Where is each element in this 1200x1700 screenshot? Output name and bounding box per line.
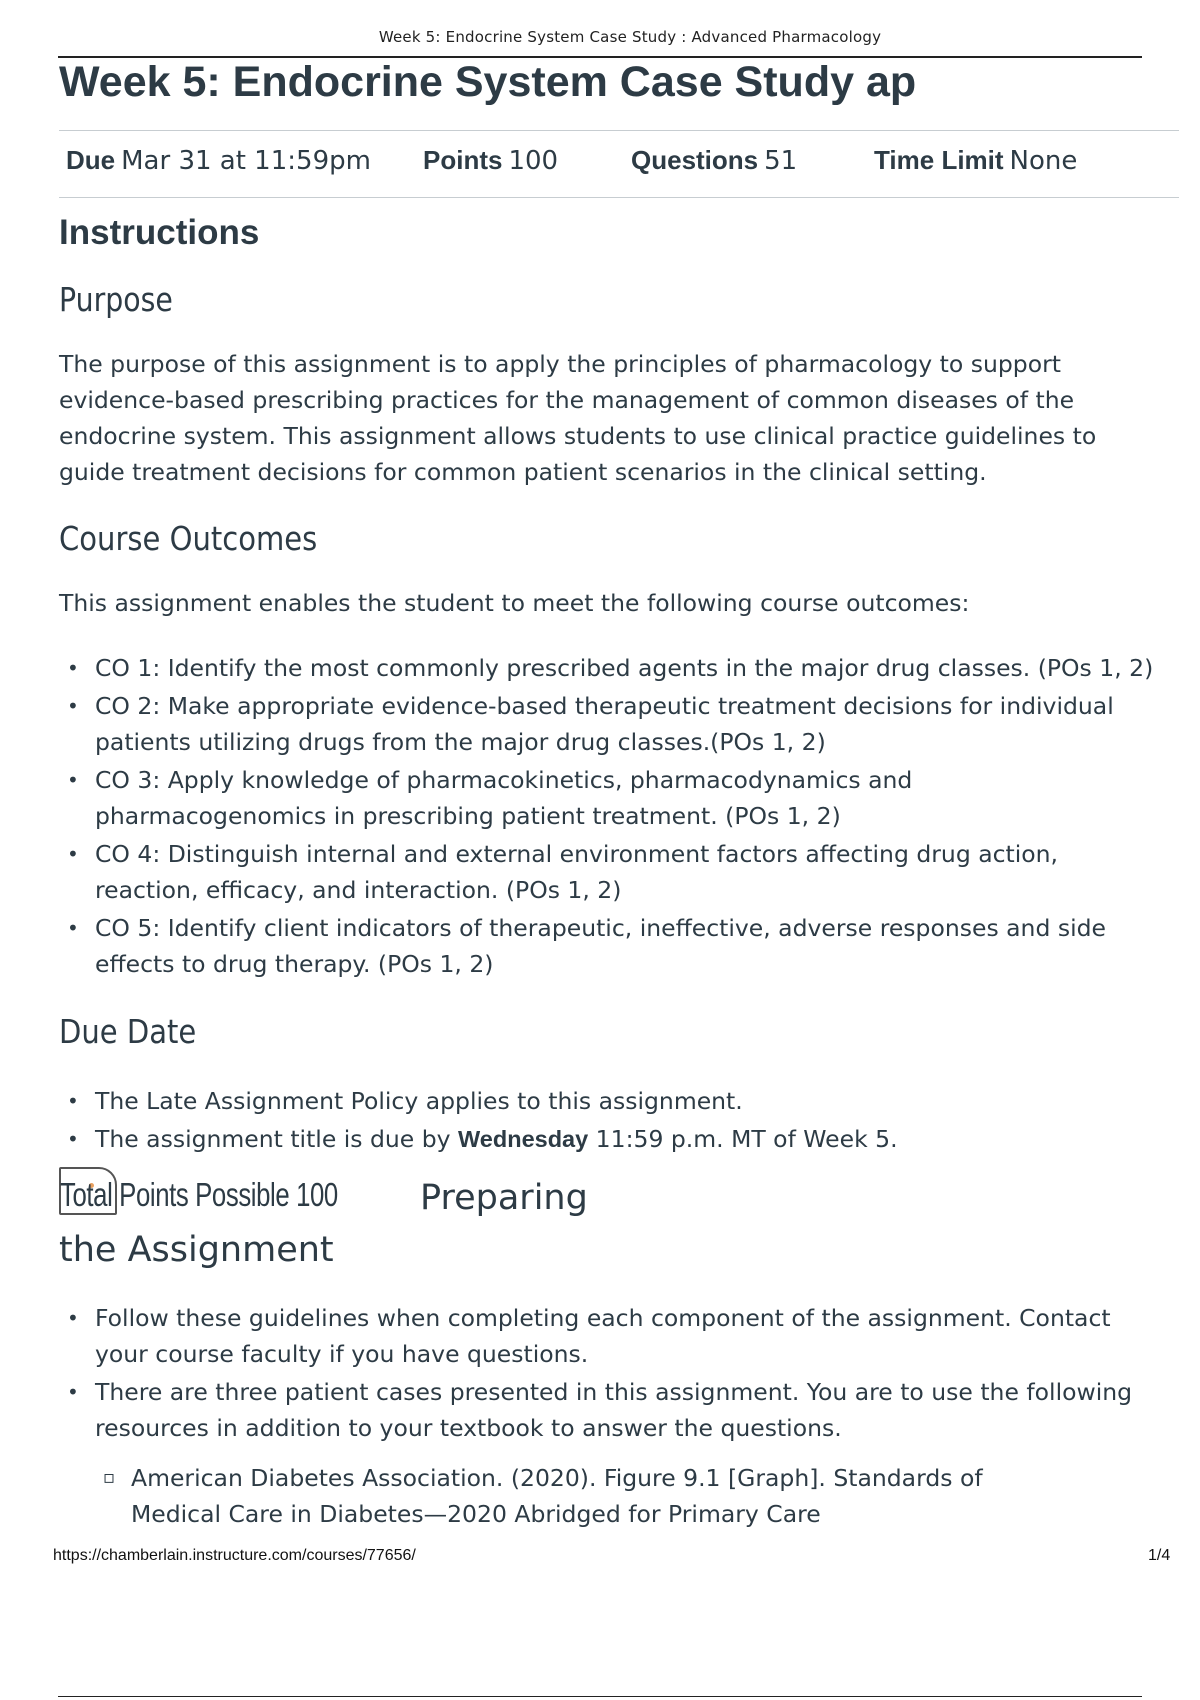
list-item-text: Medical Care in Diabetes—2020 Abridged for Primary Care [131, 1500, 821, 1528]
meta-due-label: Due [66, 145, 116, 175]
list-item-text: reaction, efficacy, and interaction. (POs 1, 2) [95, 876, 622, 904]
total-points-line [60, 1176, 416, 1214]
assignment-meta-bar [59, 130, 1179, 198]
list-item-text: • Follow these guidelines when completing each component of the assignment. Contact [95, 1304, 1111, 1332]
total-points-text: Total Points Possible 100 [60, 1176, 338, 1213]
list-item-text: • CO 5: Identify client indicators of therapeutic, ineffective, adverse responses and side [95, 914, 1106, 942]
meta-questions [631, 145, 797, 176]
footer-url: https://chamberlain.instructure.com/courses/77656/ [53, 1547, 416, 1564]
purpose-paragraph [59, 346, 1139, 490]
list-item-text: • There are three patient cases presented in this assignment. You are to use the following [95, 1378, 1133, 1406]
course-outcomes-intro-text: This assignment enables the student to meet the following course outcomes: [59, 589, 970, 617]
meta-due [66, 145, 371, 176]
meta-questions-value: 51 [764, 146, 798, 176]
purpose-line: evidence-based prescribing practices for the management of common diseases of the [59, 386, 1075, 414]
resources-sublist [59, 1460, 1189, 1534]
list-item [59, 1083, 1189, 1119]
meta-questions-label: Questions [631, 145, 759, 175]
course-outcomes-list [59, 650, 1189, 984]
meta-points [423, 145, 558, 176]
list-item-text: ▫ American Diabetes Association. (2020). Figure 9.1 [Graph]. Standards of [131, 1464, 983, 1492]
list-item-text [95, 1121, 1189, 1157]
instructions-heading: Instructions [59, 213, 260, 252]
list-item-text: • CO 2: Make appropriate evidence-based therapeutic treatment decisions for individual [95, 692, 1114, 720]
list-item [59, 910, 1189, 982]
list-item [59, 762, 1189, 834]
list-item [59, 1121, 1189, 1157]
page-title: Week 5: Endocrine System Case Study ap [59, 58, 917, 106]
purpose-heading: Purpose [59, 280, 173, 319]
list-item [59, 650, 1189, 686]
preparing-list [59, 1300, 1189, 1448]
preparing-heading-part2: the Assignment [59, 1230, 334, 1270]
meta-points-value: 100 [508, 146, 559, 176]
list-item-text: • CO 1: Identify the most commonly prescribed agents in the major drug classes. (POs 1, 2) [95, 654, 1154, 682]
list-item-text: • The Late Assignment Policy applies to this assignment. [95, 1087, 743, 1115]
footer-page-number: 1/4 [1148, 1547, 1171, 1564]
list-item [59, 1460, 1189, 1532]
meta-time-limit [874, 145, 1077, 176]
meta-points-label: Points [423, 145, 503, 175]
list-item [59, 836, 1189, 908]
due-date-list [59, 1083, 1189, 1159]
bottom-rule [58, 1696, 1142, 1697]
list-item-text: • CO 3: Apply knowledge of pharmacokinetics, pharmacodynamics and [95, 766, 913, 794]
due-date-heading: Due Date [59, 1012, 197, 1051]
purpose-line: endocrine system. This assignment allows students to use clinical practice guidelines to [59, 422, 1097, 450]
list-item-text: pharmacogenomics in prescribing patient treatment. (POs 1, 2) [95, 802, 841, 830]
list-item [59, 1374, 1189, 1446]
list-item-text: patients utilizing drugs from the major drug classes.(POs 1, 2) [95, 728, 826, 756]
due-text-pre: The assignment title is due by [95, 1125, 459, 1153]
meta-time-limit-label: Time Limit [874, 145, 1004, 175]
meta-time-limit-value: None [1009, 146, 1078, 176]
purpose-line: The purpose of this assignment is to apply the principles of pharmacology to support [59, 350, 1061, 378]
due-day-bold: Wednesday [458, 1126, 589, 1152]
print-header: Week 5: Endocrine System Case Study : Advanced Pharmacology [378, 28, 882, 46]
list-item [59, 688, 1189, 760]
course-outcomes-intro [59, 585, 1139, 621]
meta-due-value: Mar 31 at 11:59pm [121, 146, 371, 176]
list-item-text: • CO 4: Distinguish internal and external environment factors affecting drug action, [95, 840, 1059, 868]
preparing-heading-part1: Preparing [420, 1178, 588, 1218]
purpose-line: guide treatment decisions for common patient scenarios in the clinical setting. [59, 458, 987, 486]
course-outcomes-heading: Course Outcomes [59, 519, 318, 558]
list-item-text: effects to drug therapy. (POs 1, 2) [95, 950, 494, 978]
list-item-text: your course faculty if you have questions. [95, 1340, 589, 1368]
list-item-text: resources in addition to your textbook to answer the questions. [95, 1414, 842, 1442]
list-item [59, 1300, 1189, 1372]
due-text-post: 11:59 p.m. MT of Week 5. [588, 1125, 898, 1153]
